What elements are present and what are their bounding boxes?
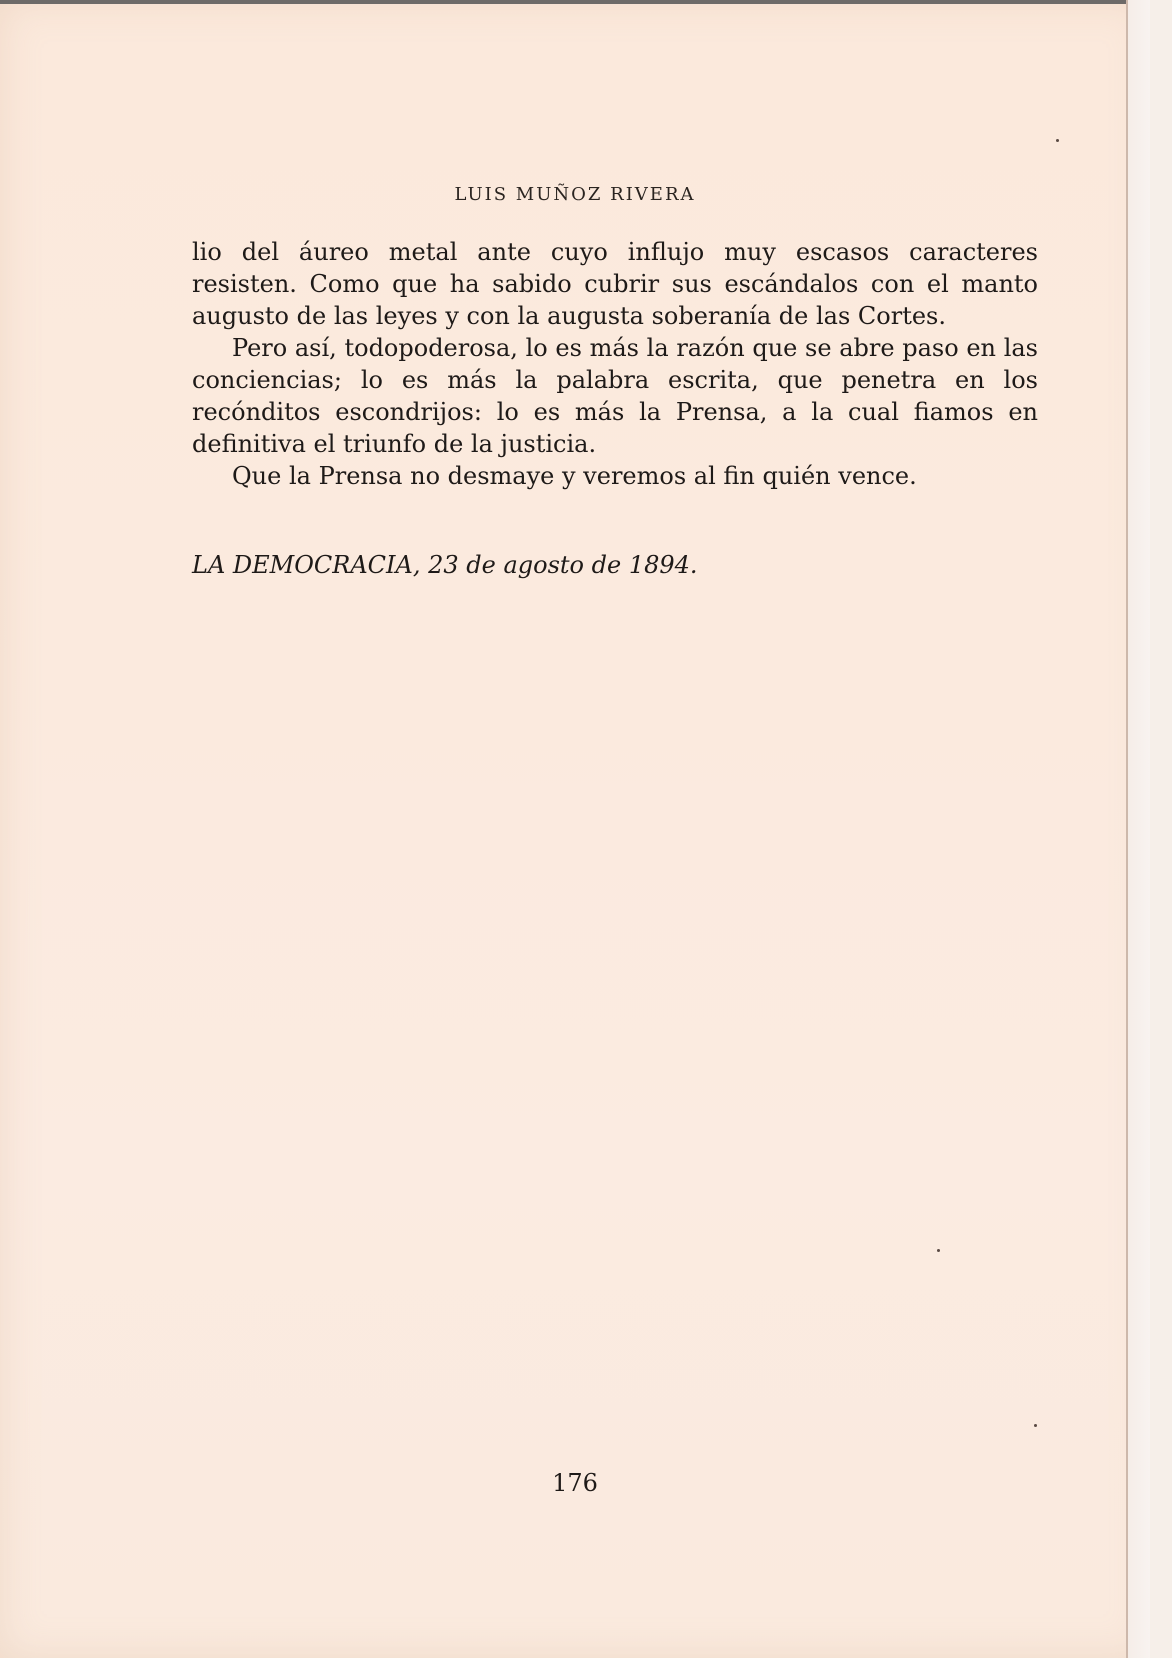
speck bbox=[1034, 1424, 1037, 1427]
source-signature: LA DEMOCRACIA, 23 de agosto de 1894. bbox=[192, 551, 698, 579]
paragraph-1: lio del áureo metal ante cuyo influjo muy escasos caracteres resisten. Como que ha sabido cubrir sus escándalos con el manto augusto de las leyes y con la augusta soberanía de las Cortes. bbox=[192, 238, 1038, 330]
running-header: LUIS MUÑOZ RIVERA bbox=[454, 184, 696, 205]
body-text bbox=[192, 236, 1038, 492]
paragraph-2: Pero así, todopoderosa, lo es más la razón que se abre paso en las conciencias; lo es más la palabra escrita, que penetra en los recónditos escondrijos: lo es más la Prensa, a la cual fiamos en definitiva el triunfo de la justicia. bbox=[192, 334, 1038, 458]
paragraph-3: Que la Prensa no desmaye y veremos al fin quién vence. bbox=[232, 462, 917, 490]
page-edge bbox=[1126, 0, 1150, 1658]
speck bbox=[1056, 139, 1059, 142]
page-number: 176 bbox=[552, 1469, 598, 1497]
speck bbox=[937, 1249, 940, 1252]
